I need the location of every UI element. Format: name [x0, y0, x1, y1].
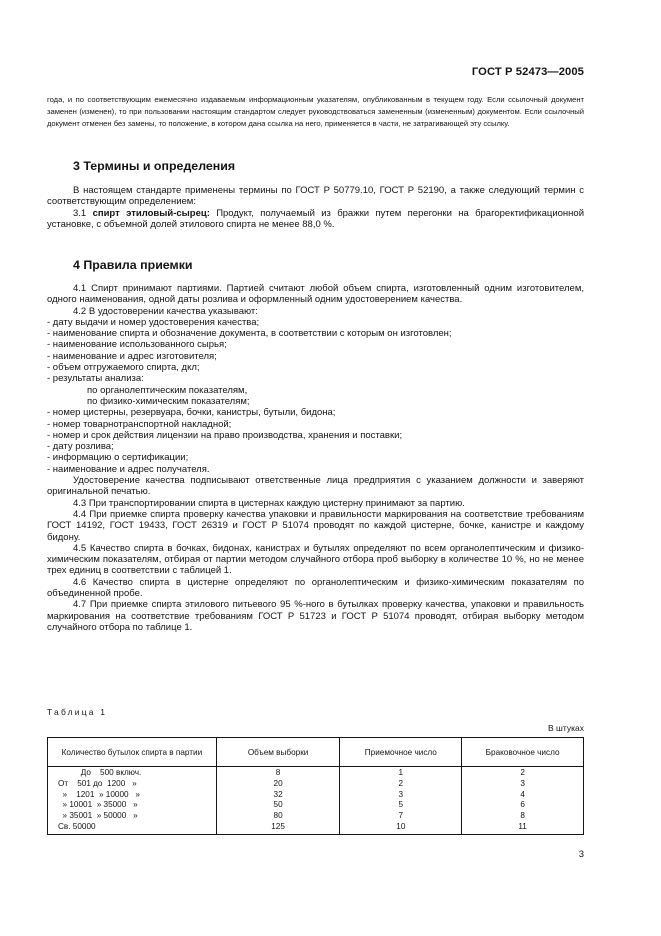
list-item: - информацию о сертификации;	[47, 452, 189, 464]
term-3-1	[47, 208, 584, 231]
table-cell: 6	[520, 800, 525, 810]
list-item: - наименование использованного сырья;	[47, 339, 227, 351]
table-cell: От 501 до 1200 »	[58, 778, 137, 788]
list-item: - объем отгружаемого спирта, дкл;	[47, 362, 200, 374]
lot-size-column	[48, 767, 217, 835]
table-cell: 2	[398, 778, 404, 788]
clause-4-4: 4.4 При приемке спирта проверку качества упаковки и правильности маркирования на соответствие требованиям ГОСТ 14192, ГОСТ 19433, ГОСТ 26319 и ГОСТ Р 51074 проводят по каждой цистерне, бочке, канистре и каждому бидону.	[47, 508, 584, 543]
list-item: - номер цистерны, резервуара, бочки, канистры, бутыли, бидона;	[47, 407, 336, 419]
table-cell: До 500 включ.	[58, 768, 142, 777]
table-caption: Таблица 1	[47, 707, 108, 717]
clause-4-5: 4.5 Качество спирта в бочках, бидонах, канистрах и бутылях определяют по всем органолептическим и физико-химическим показателям, отбирая от партии методом случайного отбора проб выборку в количестве 10 %, но не менее трех единиц в соответствии с таблицей 1.	[47, 542, 584, 577]
column-header: Приемочное число	[340, 738, 462, 767]
table-cell: 7	[398, 811, 404, 821]
table-cell: 11	[518, 821, 527, 831]
table-cell: 80	[273, 811, 283, 821]
list-item: - наименование спирта и обозначение документа, в соответствии с которым он изготовлен;	[47, 328, 452, 340]
clause-4-6: 4.6 Качество спирта в цистерне определяют по органолептическим и физико-химическим показателям по объединенной пробе.	[47, 576, 584, 600]
intro-text	[47, 94, 584, 130]
clause-4-3: 4.3 При транспортировании спирта в цистернах каждую цистерну принимают за партию.	[73, 497, 465, 509]
section-3-body	[47, 185, 584, 230]
list-item: - дату выдачи и номер удостоверения качества;	[47, 316, 260, 328]
table-header-row	[48, 738, 584, 767]
table-cell: 4	[520, 789, 525, 799]
list-item: - номер и срок действия лицензии на право производства, хранения и поставки;	[47, 429, 403, 441]
page-number: 3	[578, 849, 584, 860]
table-cell: » 10001 » 35000 »	[58, 800, 138, 810]
table-cell: 10	[396, 821, 406, 831]
column-header: Объем выборки	[216, 738, 340, 767]
table-cell: 32	[273, 789, 283, 799]
table-units: В штуках	[548, 723, 584, 733]
column-header: Количество бутылок спирта в партии	[48, 738, 217, 767]
table-cell: » 35001 » 50000 »	[58, 811, 138, 821]
table-cell: 8	[520, 811, 525, 821]
clause-4-2: 4.2 В удостоверении качества указывают:	[73, 305, 258, 317]
rejection-number-column	[462, 767, 584, 835]
table-cell: 8	[275, 768, 281, 777]
table-cell: » 1201 » 10000 »	[58, 789, 140, 799]
list-item: - результаты анализа:	[47, 373, 144, 385]
list-item: - наименование и адрес изготовителя;	[47, 350, 217, 362]
list-item: - наименование и адрес получателя.	[47, 463, 210, 475]
section-3-para: В настоящем стандарте применены термины по ГОСТ Р 50779.10, ГОСТ Р 52190, а также следующий термин с соответствующим определением:	[47, 185, 584, 208]
list-item: - номер товарнотранспортной накладной;	[47, 418, 232, 430]
sample-size-column	[216, 767, 340, 835]
sublist-item: по физико-химическим показателям;	[87, 395, 250, 407]
clause-4-2-signature: Удостоверение качества подписывают ответственные лица предприятия с указанием должности и заверяют оригинальной печатью.	[47, 475, 584, 498]
table-cell: 3	[520, 778, 525, 788]
table-cell: Св. 50000	[58, 821, 96, 831]
table-cell: 50	[273, 800, 283, 810]
table-cell: 3	[398, 789, 404, 799]
sample-table	[47, 737, 584, 835]
term-name: спирт этиловый-сырец:	[92, 207, 210, 219]
term-definition: Продукт, получаемый из бражки путем перегонки на брагоректификационной установке, с объемной долей этилового спирта не менее 88,0 %.	[47, 207, 584, 230]
term-number: 3.1	[73, 207, 87, 219]
list-item: - дату розлива;	[47, 441, 114, 453]
intro-paragraph: года, и по соответствующим ежемесячно издаваемым информационным указателям, опубликованным в текущем году. Если ссылочный документ заменен (изменен), то при пользовании настоящим стандартом следует руководствоваться замененным (измененным) документом. Если ссылочный документ отменен без замены, то положение, в котором дана ссылка на него, применяется в части, не затрагивающей эту ссылку.	[47, 95, 584, 128]
acceptance-number-column	[340, 767, 462, 835]
table-cell: 1	[398, 768, 404, 777]
clause-4-7: 4.7 При приемке спирта этилового питьевого 95 %-ного в бутылках проверку качества, упаковки и правильность маркирования на соответствие требованиям ГОСТ Р 51723 и ГОСТ Р 51074 проводят, отбирая выборку методом случайного отбора по таблице 1.	[47, 599, 584, 633]
clause-4-1: 4.1 Спирт принимают партиями. Партией считают любой объем спирта, изготовленный одним изготовителем, одного наименования, одной даты розлива и оформленный одним удостоверением качества.	[47, 283, 584, 306]
table-cell: 5	[398, 800, 404, 810]
section-4-heading: 4 Правила приемки	[73, 258, 193, 272]
section-3-heading: 3 Термины и определения	[73, 159, 236, 173]
table-cell: 125	[271, 821, 285, 831]
table-cell: 2	[520, 768, 525, 777]
section-4-body	[47, 283, 584, 633]
sublist-item: по органолептическим показателям,	[87, 384, 248, 396]
document-code: ГОСТ Р 52473—2005	[471, 66, 584, 78]
table-cell: 20	[273, 778, 283, 788]
table-body-row	[48, 767, 584, 835]
column-header: Браковочное число	[462, 738, 584, 767]
